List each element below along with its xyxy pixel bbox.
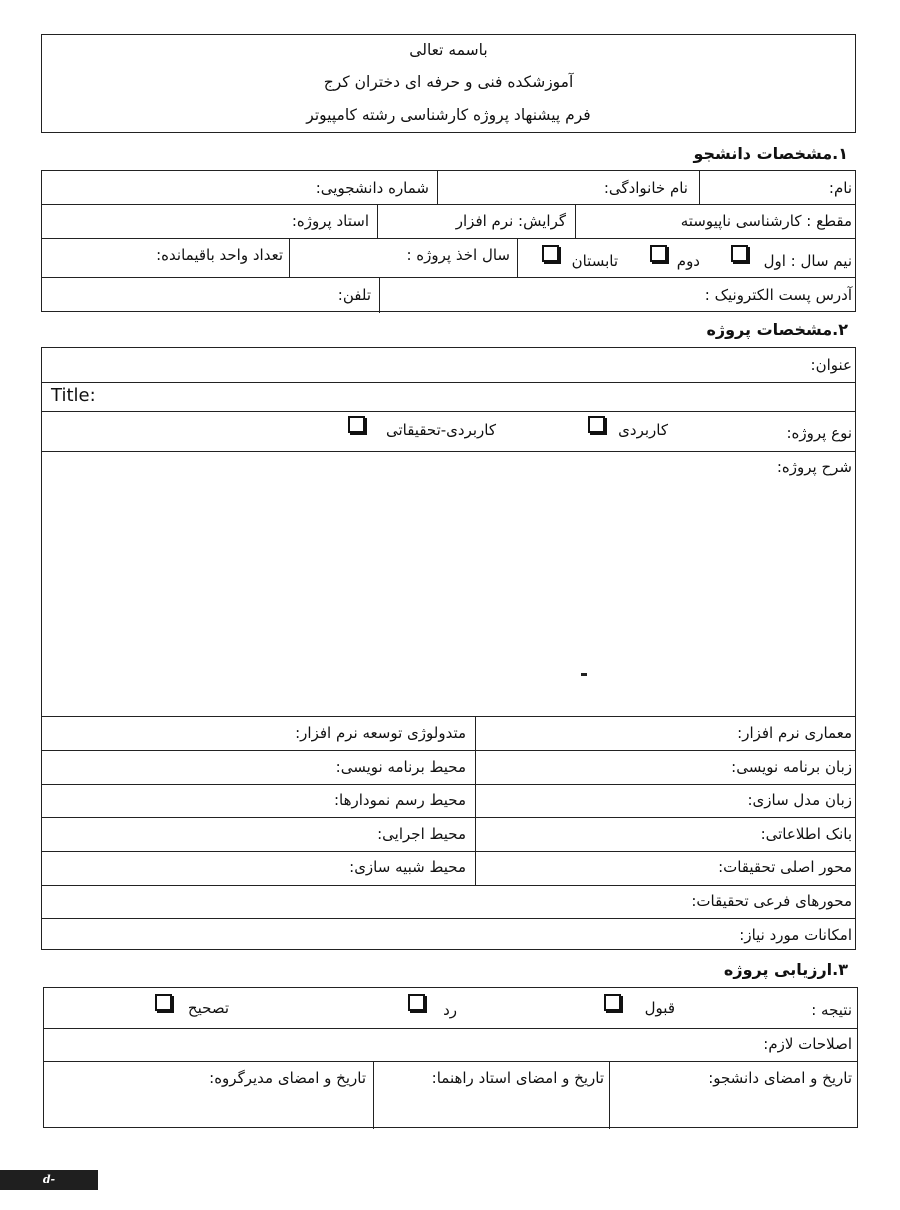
- semester-second-label: دوم: [676, 252, 700, 270]
- diagram-env-field[interactable]: محیط رسم نمودارها:: [333, 791, 466, 809]
- header-line-1: باسمه تعالی: [409, 41, 488, 59]
- accept-label: قبول: [644, 999, 675, 1017]
- semester-summer-label: تابستان: [571, 252, 618, 270]
- project-type-label: نوع پروژه:: [786, 424, 852, 442]
- project-subject-field[interactable]: عنوان:: [810, 356, 852, 374]
- result-label: نتیجه :: [811, 1001, 852, 1019]
- main-research-axis-field[interactable]: محور اصلی تحقیقات:: [718, 858, 852, 876]
- correction-label: تصحیح: [187, 999, 229, 1017]
- database-field[interactable]: بانک اطلاعاتی:: [760, 825, 852, 843]
- header-line-3: فرم پیشنهاد پروژه کارشناسی رشته کامپیوتر: [306, 106, 591, 124]
- project-year-field[interactable]: سال اخذ پروژه :: [406, 246, 510, 264]
- site-watermark: d-karaj.nus.ac.ir: [0, 1170, 98, 1190]
- project-description-field[interactable]: شرح پروژه:: [776, 458, 852, 476]
- applied-research-checkbox[interactable]: [348, 416, 365, 433]
- sub-research-axes-field[interactable]: محورهای فرعی تحقیقات:: [691, 892, 852, 910]
- programming-language-field[interactable]: زبان برنامه نویسی:: [731, 758, 852, 776]
- required-facilities-field[interactable]: امکانات مورد نیاز:: [739, 926, 852, 944]
- advisor-signature-field[interactable]: تاریخ و امضای استاد راهنما:: [431, 1069, 604, 1087]
- applied-label: کاربردی: [618, 421, 668, 439]
- name-field[interactable]: نام:: [828, 179, 852, 197]
- project-title-en-field[interactable]: Title:: [51, 385, 96, 406]
- reject-checkbox[interactable]: [408, 994, 425, 1011]
- remaining-units-field[interactable]: تعداد واحد باقیمانده:: [156, 246, 283, 264]
- stray-mark: [581, 673, 587, 676]
- architecture-field[interactable]: معماری نرم افزار:: [737, 724, 852, 742]
- student-number-field[interactable]: شماره دانشجویی:: [315, 179, 429, 197]
- advisor-field[interactable]: استاد پروژه:: [291, 212, 369, 230]
- email-field[interactable]: آدرس پست الکترونیک :: [704, 286, 852, 304]
- field-of-study: گرایش: نرم افزار: [455, 212, 566, 230]
- methodology-field[interactable]: متدولوژی توسعه نرم افزار:: [295, 724, 466, 742]
- accept-checkbox[interactable]: [604, 994, 621, 1011]
- modeling-language-field[interactable]: زبان مدل سازی:: [747, 791, 852, 809]
- form-header: [41, 34, 856, 133]
- student-signature-field[interactable]: تاریخ و امضای دانشجو:: [708, 1069, 852, 1087]
- applied-research-label: کاربردی-تحقیقاتی: [385, 421, 496, 439]
- simulation-env-field[interactable]: محیط شبیه سازی:: [349, 858, 466, 876]
- family-field[interactable]: نام خانوادگی:: [603, 179, 688, 197]
- phone-field[interactable]: تلفن:: [337, 286, 371, 304]
- section2-title: ۲.مشخصات پروژه: [706, 320, 848, 339]
- required-fixes-field[interactable]: اصلاحات لازم:: [763, 1035, 852, 1053]
- semester-summer-checkbox[interactable]: [542, 245, 559, 262]
- section3-title: ۳.ارزیابی پروژه: [723, 960, 848, 979]
- header-line-2: آموزشکده فنی و حرفه ای دختران کرج: [323, 73, 574, 91]
- grade-field: مقطع : کارشناسی ناپیوسته: [680, 212, 852, 230]
- reject-label: رد: [443, 1001, 457, 1019]
- section1-title: ۱.مشخصات دانشجو: [693, 144, 848, 163]
- semester-first-checkbox[interactable]: [731, 245, 748, 262]
- execution-env-field[interactable]: محیط اجرایی:: [377, 825, 466, 843]
- correction-checkbox[interactable]: [155, 994, 172, 1011]
- semester-second-checkbox[interactable]: [650, 245, 667, 262]
- applied-checkbox[interactable]: [588, 416, 605, 433]
- semester-label: نیم سال : اول: [763, 252, 852, 270]
- head-signature-field[interactable]: تاریخ و امضای مدیرگروه:: [209, 1069, 366, 1087]
- programming-env-field[interactable]: محیط برنامه نویسی:: [335, 758, 466, 776]
